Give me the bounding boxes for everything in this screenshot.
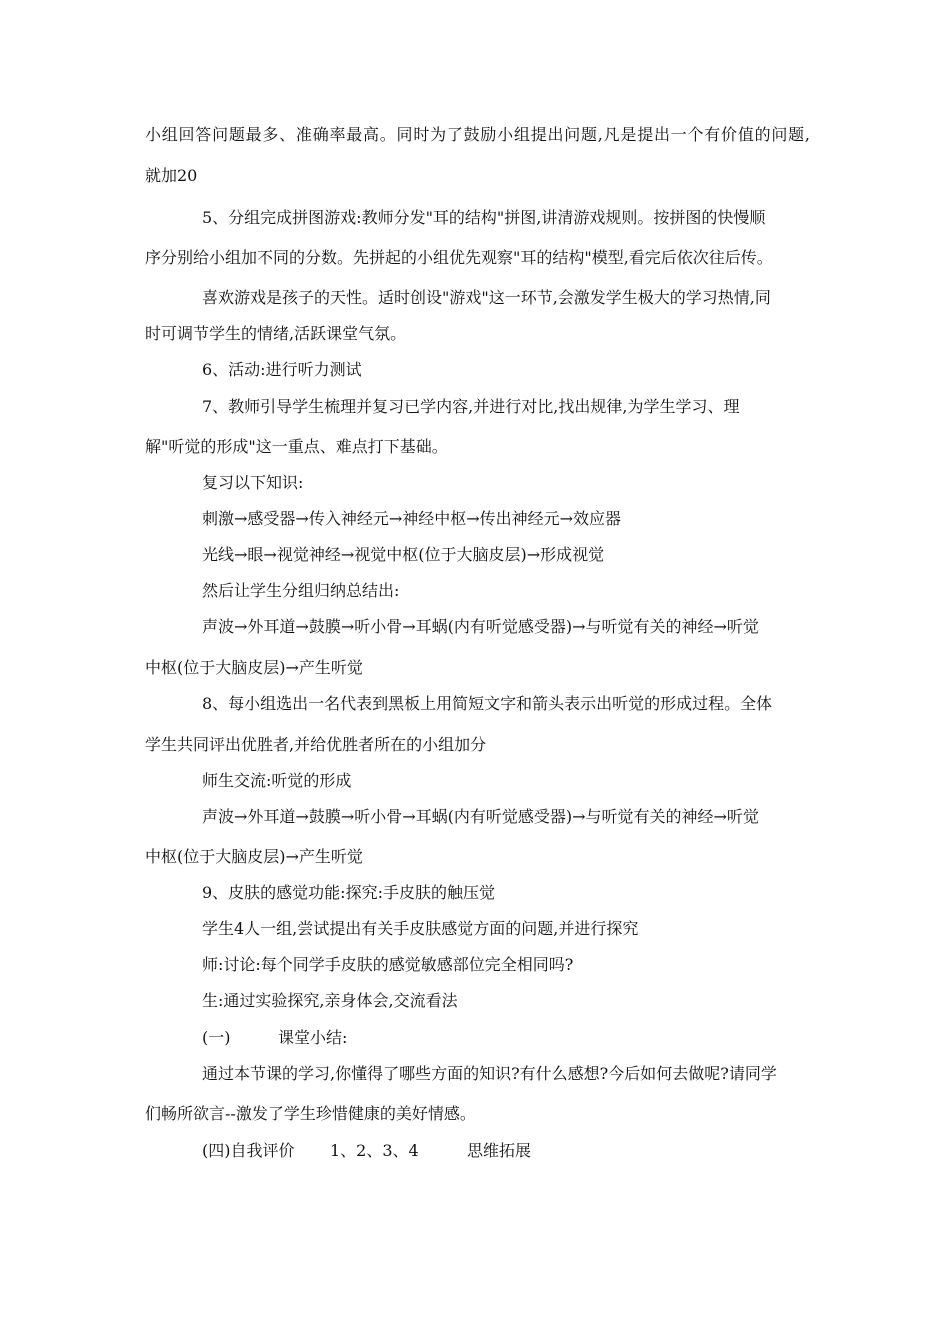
para-2-line-1: 5、分组完成拼图游戏:教师分发"耳的结构"拼图,讲清游戏规则。按拼图的快慢顺 (202, 208, 766, 227)
para-10-line-2: 中枢(位于大脑皮层)→产生听觉 (145, 658, 363, 677)
para-1-line-1: 小组回答问题最多、准确率最高。同时为了鼓励小组提出问题,凡是提出一个有价值的问题, (145, 125, 810, 144)
para-8-vision-path: 光线→眼→视觉神经→视觉中枢(位于大脑皮层)→形成视觉 (202, 545, 605, 564)
para-11-line-1: 8、每小组选出一名代表到黑板上用简短文字和箭头表示出听觉的形成过程。全体 (202, 694, 773, 713)
para-13-line-2: 中枢(位于大脑皮层)→产生听觉 (145, 847, 363, 866)
para-6: 复习以下知识: (202, 473, 304, 492)
para-13-line-1: 声波→外耳道→鼓膜→听小骨→耳蜗(内有听觉感受器)→与听觉有关的神经→听觉 (202, 807, 759, 826)
self-eval-label: (四)自我评价 (202, 1141, 295, 1160)
para-12: 师生交流:听觉的形成 (202, 771, 352, 790)
para-11-line-2: 学生共同评出优胜者,并给优胜者所在的小组加分 (145, 735, 487, 754)
summary-heading-text: 课堂小结: (278, 1028, 348, 1047)
thinking-extension: 思维拓展 (467, 1141, 532, 1160)
para-10-line-1: 声波→外耳道→鼓膜→听小骨→耳蜗(内有听觉感受器)→与听觉有关的神经→听觉 (202, 617, 759, 636)
para-14: 9、皮肤的感觉功能:探究:手皮肤的触压觉 (202, 883, 495, 902)
summary-para-line-1: 通过本节课的学习,你懂得了哪些方面的知识?有什么感想?今后如何去做呢?请同学 (202, 1064, 777, 1083)
para-4: 6、活动:进行听力测试 (202, 360, 362, 379)
para-16: 师:讨论:每个同学手皮肤的感觉敏感部位完全相同吗? (202, 955, 574, 974)
para-9: 然后让学生分组归纳总结出: (202, 581, 400, 600)
self-eval-items: 1、2、3、4 (330, 1141, 419, 1160)
para-7-reflex-arc: 刺激→感受器→传入神经元→神经中枢→传出神经元→效应器 (202, 509, 622, 528)
para-3-line-1: 喜欢游戏是孩子的天性。适时创设"游戏"这一环节,会激发学生极大的学习热情,同 (202, 288, 771, 307)
para-5-line-1: 7、教师引导学生梳理并复习已学内容,并进行对比,找出规律,为学生学习、理 (202, 397, 740, 416)
para-2-line-2: 序分别给小组加不同的分数。先拼起的小组优先观察"耳的结构"模型,看完后依次往后传。 (145, 248, 773, 267)
summary-heading-number: (一) (202, 1028, 231, 1047)
summary-para-line-2: 们畅所欲言--激发了学生珍惜健康的美好情感。 (145, 1104, 476, 1123)
para-15: 学生4人一组,尝试提出有关手皮肤感觉方面的问题,并进行探究 (202, 919, 639, 938)
para-5-line-2: 解"听觉的形成"这一重点、难点打下基础。 (145, 437, 448, 456)
para-3-line-2: 时可调节学生的情绪,活跃课堂气氛。 (145, 324, 407, 343)
para-17: 生:通过实验探究,亲身体会,交流看法 (202, 991, 458, 1010)
para-1-line-2: 就加20 (145, 166, 198, 185)
